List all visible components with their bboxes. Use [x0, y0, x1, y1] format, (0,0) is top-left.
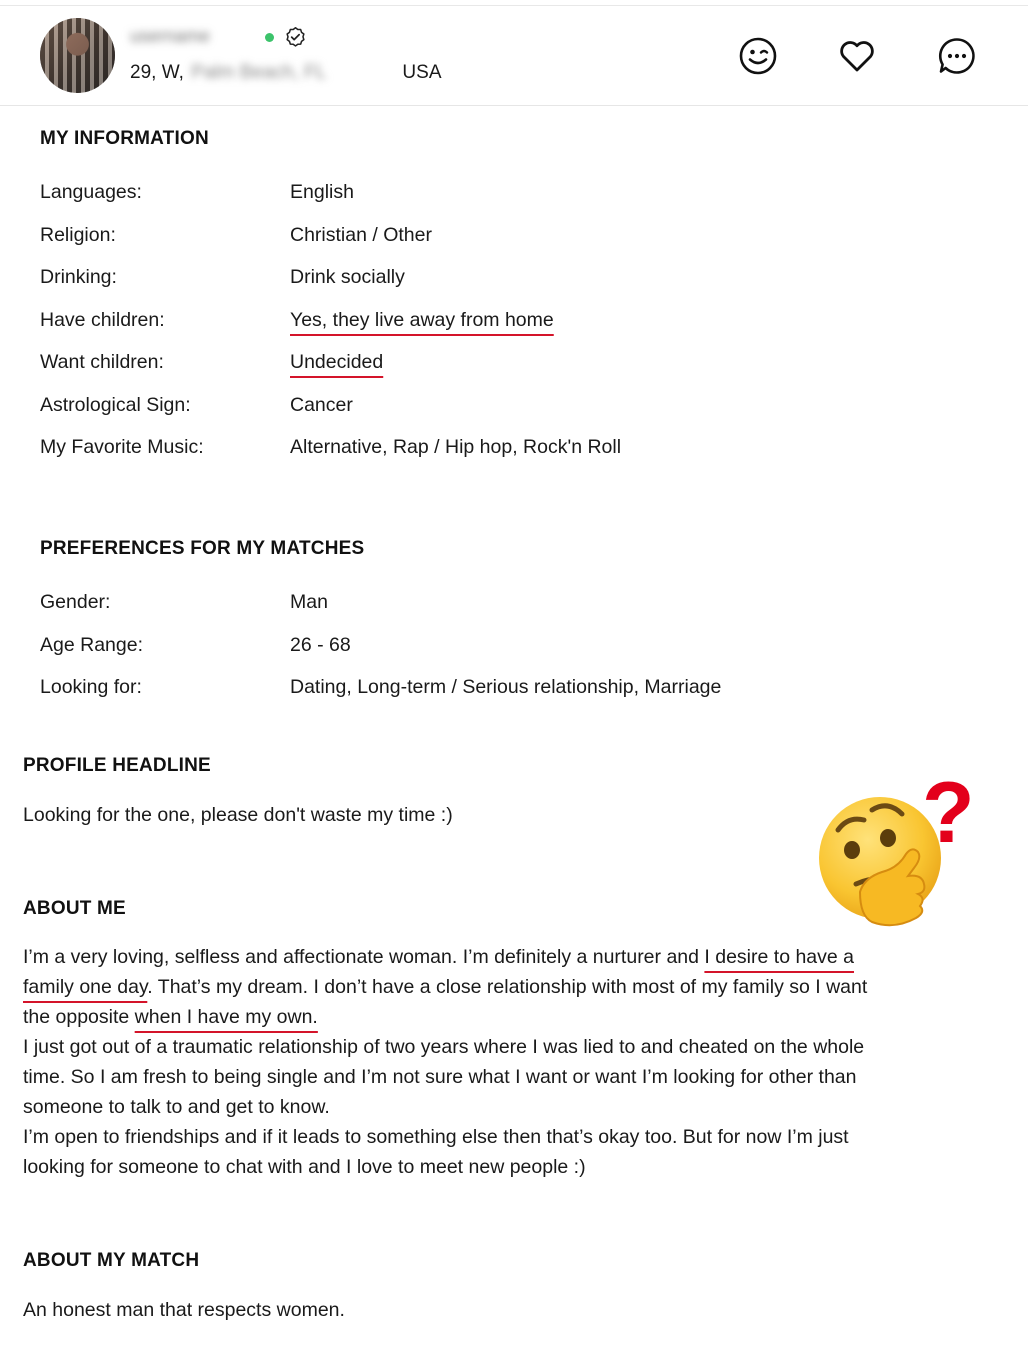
preferences-title: PREFERENCES FOR MY MATCHES [40, 538, 365, 559]
info-row-languages [40, 181, 940, 211]
about-me-title: ABOUT ME [23, 898, 126, 919]
info-row-drinking [40, 266, 940, 296]
text-run: the opposite [23, 1006, 135, 1028]
about-me-line: someone to talk to and get to know. [23, 1096, 330, 1118]
location-blurred: Palm Beach, FL [191, 62, 327, 83]
pref-label: Age Range: [40, 634, 143, 656]
info-value: Alternative, Rap / Hip hop, Rock'n Roll [290, 436, 622, 458]
age-gender: 29, W, [130, 62, 184, 83]
about-me-line: looking for someone to chat with and I love to meet new people :) [23, 1156, 586, 1178]
about-me-line: time. So I am fresh to being single and I’m not sure what I want or want I’m looking for other than [23, 1066, 857, 1088]
profile-name[interactable]: username [130, 26, 211, 46]
heart-icon[interactable] [837, 36, 877, 76]
info-value-underlined: Undecided [290, 351, 384, 373]
info-value: Christian / Other [290, 224, 432, 246]
info-label: Drinking: [40, 266, 117, 288]
info-value-underlined: Yes, they live away from home [290, 309, 554, 331]
info-label: My Favorite Music: [40, 436, 204, 458]
profile-headline-text: Looking for the one, please don't waste my time :) [23, 804, 453, 826]
underlined-text: when I have my own. [134, 1006, 318, 1028]
thinking-face-question-icon [816, 772, 984, 937]
wink-icon[interactable] [738, 36, 778, 76]
country: USA [402, 62, 442, 83]
pref-value: 26 - 68 [290, 634, 351, 656]
about-me-line: I just got out of a traumatic relationship of two years where I was lied to and cheated on the whole [23, 1036, 865, 1058]
info-row-favorite-music [40, 436, 940, 466]
info-label: Have children: [40, 309, 165, 331]
avatar[interactable] [40, 18, 115, 93]
svg-text:?: ? [922, 772, 975, 861]
info-label: Want children: [40, 351, 164, 373]
info-value: Cancer [290, 394, 353, 416]
about-me-line [23, 942, 854, 972]
pref-label: Gender: [40, 591, 111, 613]
info-value: English [290, 181, 354, 203]
pref-row-gender [40, 591, 940, 621]
about-me-line [23, 972, 867, 1002]
underlined-text: I desire to have a [704, 946, 854, 968]
text-run: I’m a very loving, selfless and affectionate woman. I’m definitely a nurturer and [23, 946, 705, 968]
profile-headline-title: PROFILE HEADLINE [23, 755, 211, 776]
pref-label: Looking for: [40, 676, 142, 698]
info-label: Astrological Sign: [40, 394, 191, 416]
chat-icon[interactable] [937, 36, 977, 76]
about-me-line: I’m open to friendships and if it leads to something else then that’s okay too. But for now I’m just [23, 1126, 849, 1148]
verified-badge-icon [284, 26, 307, 49]
pref-row-looking-for [40, 676, 940, 706]
info-row-have-children [40, 309, 940, 339]
underlined-text: family one day [23, 976, 148, 998]
info-label: Religion: [40, 224, 116, 246]
about-my-match-text: An honest man that respects women. [23, 1299, 345, 1321]
info-row-want-children [40, 351, 940, 381]
about-me-line [23, 1002, 318, 1032]
about-my-match-title: ABOUT MY MATCH [23, 1250, 200, 1271]
profile-header [0, 6, 1028, 106]
online-status-dot [265, 33, 274, 42]
info-value: Drink socially [290, 266, 405, 288]
pref-value: Man [290, 591, 328, 613]
profile-meta [130, 62, 442, 84]
info-row-astrological-sign [40, 394, 940, 424]
pref-value: Dating, Long-term / Serious relationship, Marriage [290, 676, 722, 698]
info-row-religion [40, 224, 940, 254]
text-run: . That’s my dream. I don’t have a close relationship with most of my family so I want [147, 976, 868, 998]
info-label: Languages: [40, 181, 142, 203]
my-information-title: MY INFORMATION [40, 128, 209, 149]
pref-row-age-range [40, 634, 940, 664]
